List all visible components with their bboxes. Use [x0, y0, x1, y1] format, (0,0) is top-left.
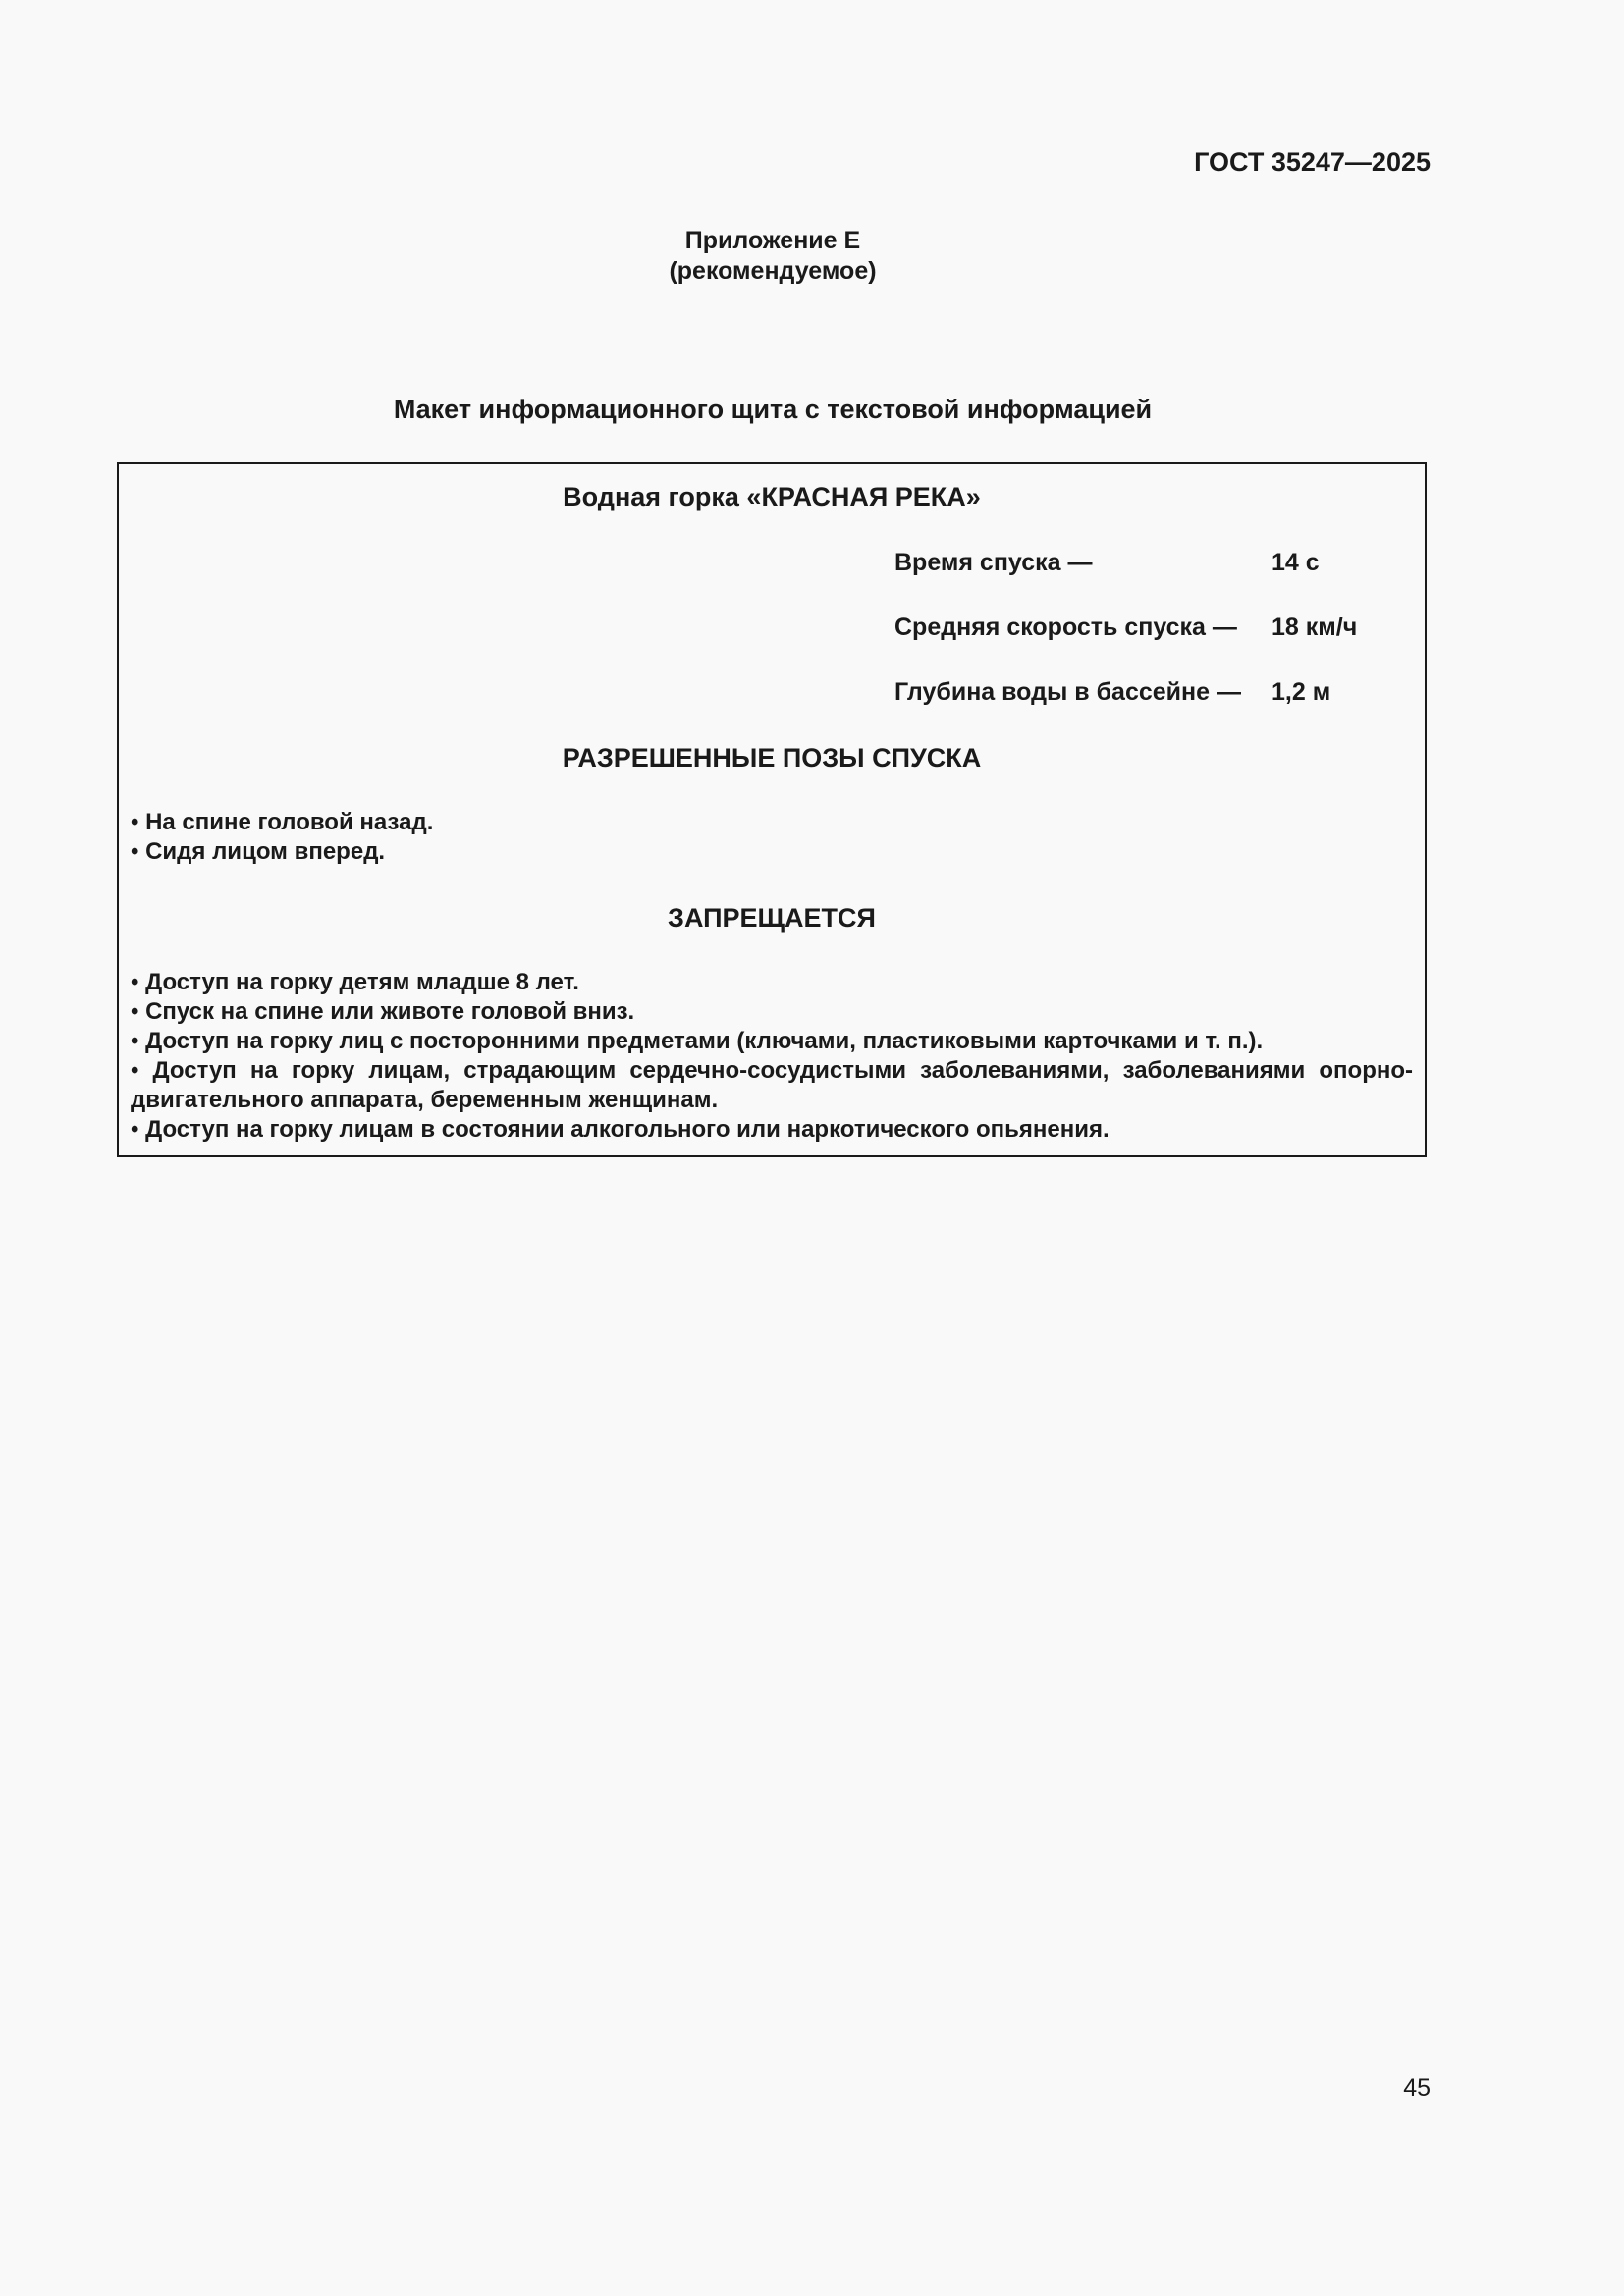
spec-value-pool-depth: 1,2 м	[1272, 678, 1331, 706]
annex-status: (рекомендуемое)	[669, 257, 877, 285]
allowed-positions-heading: РАЗРЕШЕННЫЕ ПОЗЫ СПУСКА	[562, 743, 982, 773]
list-item: • Доступ на горку детям младше 8 лет.	[131, 969, 579, 995]
list-item: • Доступ на горку лицам, страдающим сердечно-сосудистыми заболеваниями, заболеваниями опорно-двигательного аппарата, беременным женщинам.	[131, 1057, 1413, 1113]
list-item: • Спуск на спине или животе головой вниз.	[131, 998, 635, 1025]
annex-heading	[0, 226, 1545, 287]
forbidden-list	[131, 968, 1413, 1145]
spec-value-average-speed: 18 км/ч	[1272, 614, 1358, 641]
list-item: • На спине головой назад.	[131, 809, 434, 835]
page-number: 45	[1403, 2074, 1431, 2102]
spec-label-average-speed: Средняя скорость спуска —	[894, 614, 1237, 641]
board-title: Водная горка «КРАСНАЯ РЕКА»	[563, 482, 981, 511]
spec-label-pool-depth: Глубина воды в бассейне —	[894, 678, 1241, 706]
forbidden-heading: ЗАПРЕЩАЕТСЯ	[668, 903, 876, 933]
info-board	[117, 462, 1427, 1157]
spec-label-descent-time: Время спуска —	[894, 549, 1093, 576]
standard-code: ГОСТ 35247—2025	[1194, 147, 1431, 177]
spec-value-descent-time: 14 с	[1272, 549, 1320, 576]
document-title: Макет информационного щита с текстовой информацией	[393, 395, 1153, 424]
list-item: • Доступ на горку лиц с посторонними предметами (ключами, пластиковыми карточками и т. п.).	[131, 1028, 1264, 1054]
list-item: • Сидя лицом вперед.	[131, 838, 386, 865]
annex-title: Приложение Е	[684, 227, 861, 254]
list-item: • Доступ на горку лицам в состоянии алкогольного или наркотического опьянения.	[131, 1116, 1110, 1143]
allowed-positions-list	[131, 808, 1413, 867]
